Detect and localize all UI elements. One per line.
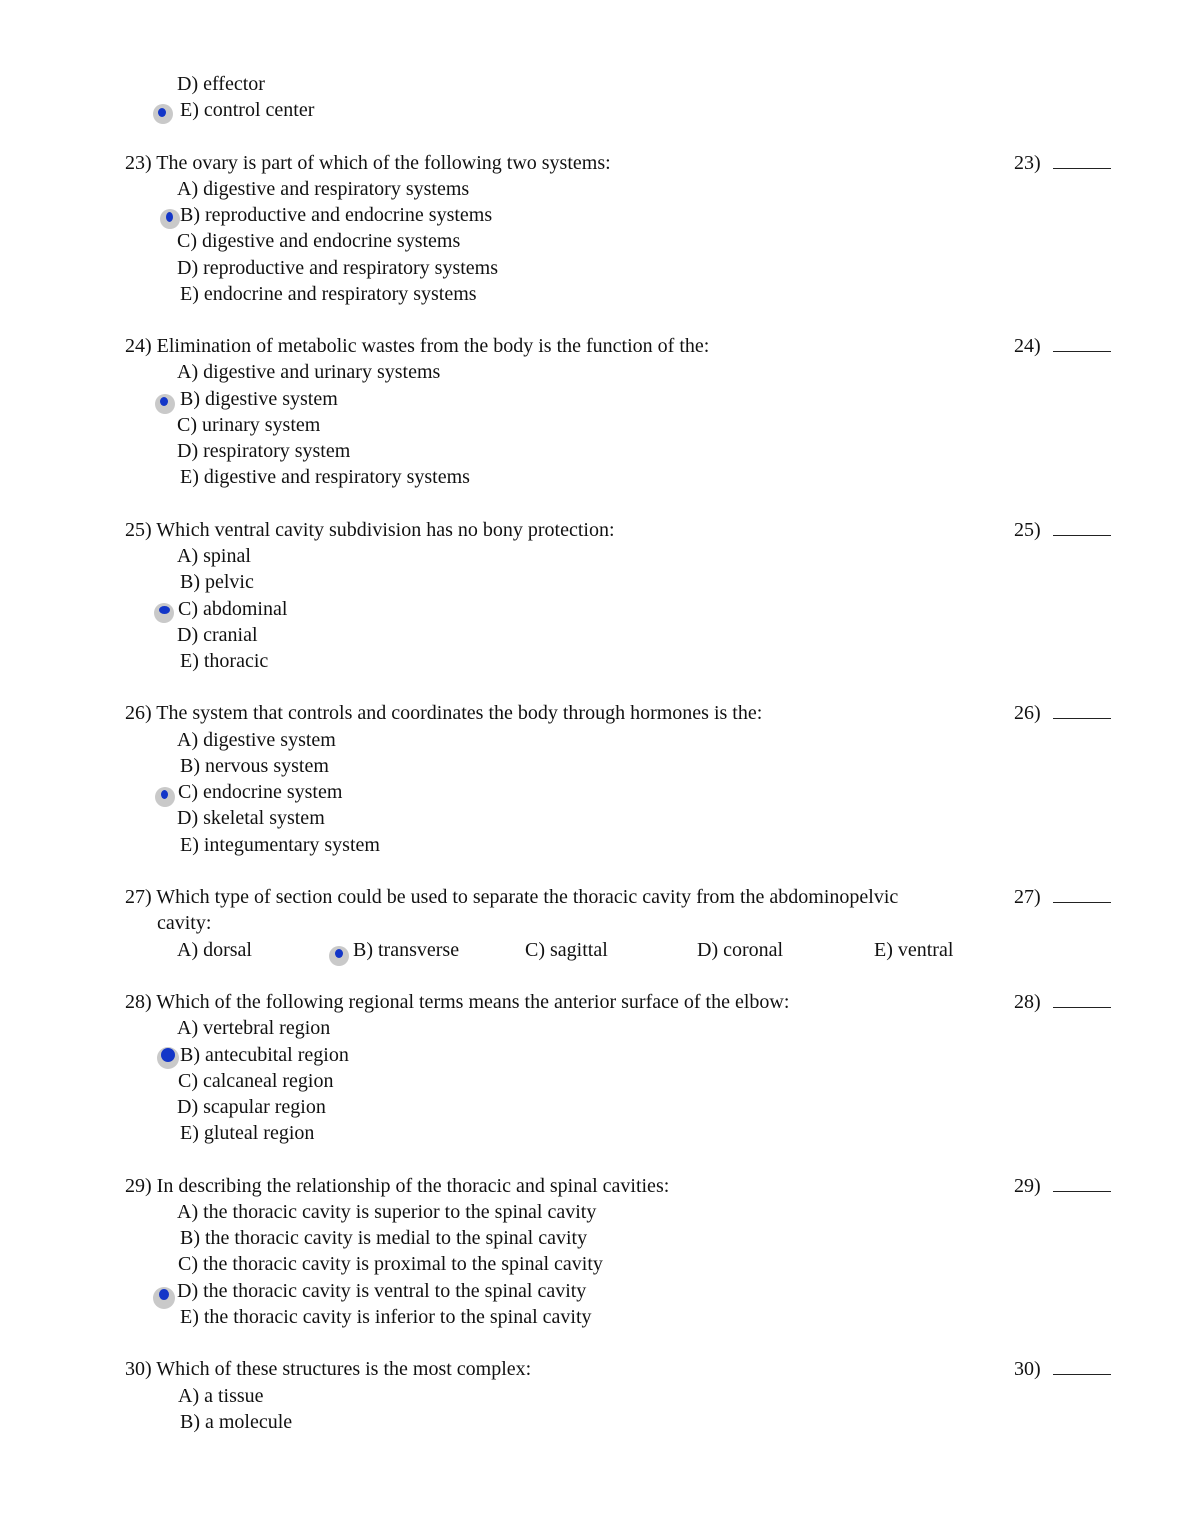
answer-slot-23[interactable] <box>1014 151 1111 175</box>
option-29-e[interactable]: E) the thoracic cavity is inferior to the spinal cavity <box>180 1306 592 1328</box>
option-28-c[interactable]: C) calcaneal region <box>178 1070 334 1092</box>
answer-number: 30) <box>1014 1358 1041 1380</box>
option-25-b[interactable]: B) pelvic <box>180 571 254 593</box>
question-26: 26) The system that controls and coordinates the body through hormones is the: <box>125 702 763 724</box>
answer-blank[interactable] <box>1053 154 1111 169</box>
option-27-c[interactable]: C) sagittal <box>525 939 608 961</box>
question-30: 30) Which of these structures is the most complex: <box>125 1358 532 1380</box>
answer-number: 24) <box>1014 335 1041 357</box>
option-23-d[interactable]: D) reproductive and respiratory systems <box>177 257 499 279</box>
option-23-a[interactable]: A) digestive and respiratory systems <box>177 178 470 200</box>
option-28-a[interactable]: A) vertebral region <box>177 1017 331 1039</box>
question-23: 23) The ovary is part of which of the following two systems: <box>125 152 611 174</box>
option-23-c[interactable]: C) digestive and endocrine systems <box>177 230 461 252</box>
question-29: 29) In describing the relationship of the thoracic and spinal cavities: <box>125 1175 670 1197</box>
option-26-a[interactable]: A) digestive system <box>177 729 336 751</box>
answer-number: 27) <box>1014 886 1041 908</box>
selected-answer-mark <box>155 394 175 414</box>
option-25-c[interactable]: C) abdominal <box>178 598 288 620</box>
answer-blank[interactable] <box>1053 521 1111 536</box>
answer-blank[interactable] <box>1053 1360 1111 1375</box>
selected-answer-mark <box>154 603 174 623</box>
option-25-d[interactable]: D) cranial <box>177 624 258 646</box>
selected-answer-mark <box>155 787 175 807</box>
option-24-c[interactable]: C) urinary system <box>177 414 321 436</box>
selected-answer-mark <box>160 209 180 229</box>
question-27-continuation: cavity: <box>157 912 212 934</box>
answer-slot-30[interactable] <box>1014 1357 1111 1381</box>
option-label: E) control center <box>180 99 315 121</box>
option-27-e[interactable]: E) ventral <box>874 939 954 961</box>
option-28-d[interactable]: D) scapular region <box>177 1096 326 1118</box>
option-25-e[interactable]: E) thoracic <box>180 650 269 672</box>
answer-blank[interactable] <box>1053 993 1111 1008</box>
answer-slot-26[interactable] <box>1014 701 1111 725</box>
answer-slot-25[interactable] <box>1014 518 1111 542</box>
selected-answer-mark <box>329 946 349 966</box>
option-26-d[interactable]: D) skeletal system <box>177 807 325 829</box>
option-29-c[interactable]: C) the thoracic cavity is proximal to the spinal cavity <box>178 1253 603 1275</box>
answer-number: 26) <box>1014 702 1041 724</box>
option-25-a[interactable]: A) spinal <box>177 545 251 567</box>
option-27-d[interactable]: D) coronal <box>697 939 784 961</box>
option-29-d[interactable]: D) the thoracic cavity is ventral to the spinal cavity <box>177 1280 587 1302</box>
answer-blank[interactable] <box>1053 704 1111 719</box>
option-24-d[interactable]: D) respiratory system <box>177 440 351 462</box>
answer-number: 28) <box>1014 991 1041 1013</box>
answer-blank[interactable] <box>1053 888 1111 903</box>
answer-slot-29[interactable] <box>1014 1174 1111 1198</box>
option-23-b[interactable]: B) reproductive and endocrine systems <box>180 204 493 226</box>
answer-blank[interactable] <box>1053 1177 1111 1192</box>
selected-answer-mark <box>153 104 173 124</box>
option-24-b[interactable]: B) digestive system <box>180 388 338 410</box>
selected-answer-mark <box>153 1287 175 1309</box>
option-24-e[interactable]: E) digestive and respiratory systems <box>180 466 470 488</box>
question-24: 24) Elimination of metabolic wastes from the body is the function of the: <box>125 335 710 357</box>
answer-number: 29) <box>1014 1175 1041 1197</box>
option-28-e[interactable]: E) gluteal region <box>180 1122 315 1144</box>
selected-answer-mark <box>157 1047 179 1069</box>
option-29-b[interactable]: B) the thoracic cavity is medial to the spinal cavity <box>180 1227 588 1249</box>
question-27: 27) Which type of section could be used to separate the thoracic cavity from the abdominopelvic <box>125 886 899 908</box>
option-30-b[interactable]: B) a molecule <box>180 1411 293 1433</box>
option-27-a[interactable]: A) dorsal <box>177 939 252 961</box>
option-26-c[interactable]: C) endocrine system <box>178 781 343 803</box>
answer-slot-27[interactable] <box>1014 885 1111 909</box>
option-26-e[interactable]: E) integumentary system <box>180 834 380 856</box>
option-label: D) effector <box>177 73 265 95</box>
answer-slot-24[interactable] <box>1014 334 1111 358</box>
option-23-e[interactable]: E) endocrine and respiratory systems <box>180 283 477 305</box>
option-29-a[interactable]: A) the thoracic cavity is superior to the spinal cavity <box>177 1201 597 1223</box>
question-28: 28) Which of the following regional terms means the anterior surface of the elbow: <box>125 991 790 1013</box>
option-top-e[interactable] <box>180 98 314 122</box>
answer-slot-28[interactable] <box>1014 990 1111 1014</box>
option-28-b[interactable]: B) antecubital region <box>180 1044 349 1066</box>
option-top-d[interactable] <box>177 72 265 96</box>
option-30-a[interactable]: A) a tissue <box>178 1385 264 1407</box>
question-25: 25) Which ventral cavity subdivision has no bony protection: <box>125 519 615 541</box>
option-24-a[interactable]: A) digestive and urinary systems <box>177 361 441 383</box>
answer-number: 25) <box>1014 519 1041 541</box>
option-27-b[interactable]: B) transverse <box>353 939 460 961</box>
option-26-b[interactable]: B) nervous system <box>180 755 329 777</box>
answer-number: 23) <box>1014 152 1041 174</box>
answer-blank[interactable] <box>1053 337 1111 352</box>
